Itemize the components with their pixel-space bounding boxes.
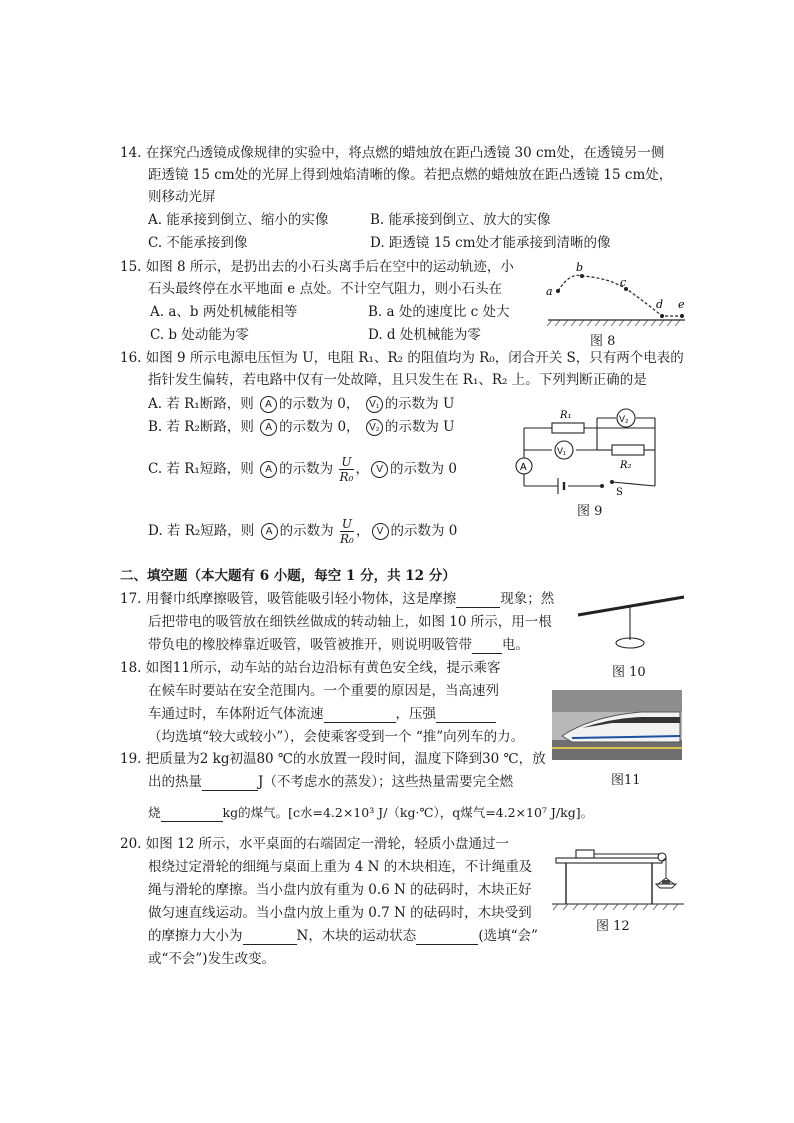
figure-12-caption: 图 12 [596,919,630,934]
q16-option-c: C. 若 R₁短路，则 A 的示数为 $\frac{U}{\text{R₀}}$ ， V 的示数为 0 [148,455,457,484]
q20-line-6: 或“不会”)发生改变。 [148,951,276,967]
voltmeter-symbol: V [372,523,389,540]
ammeter-symbol: A [260,396,277,413]
q14-option-c: C. 不能承接到像 [148,235,248,251]
q16-option-b: B. 若 R₂断路，则 A 的示数为 0， V₂ 的示数为 U [148,419,455,435]
q16-stem-line-1: 16. 如图 9 所示电源电压恒为 U，电阻 R₁、R₂ 的阻值均为 R₀，闭合开关 S，只有两个电表的 [120,350,684,366]
fraction-u-over-r0: $\frac{U}{\text{R₀}}$ [340,517,354,546]
q15-stem-line-1: 15. 如图 8 所示，是扔出去的小石头离手后在空中的运动轨迹，小 [120,259,514,275]
q16-option-d: D. 若 R₂短路，则 A 的示数为 $\frac{U}{\text{R₀}}$ ， V 的示数为 0 [148,517,458,546]
q19-line-3: 烧 kg的煤气。[c水=4.2×10³ J/（kg·℃），q煤气=4.2×10⁷ J/kg]。 [148,805,594,820]
figure-10-straw [572,585,687,660]
q15-option-b: B. a 处的速度比 c 处大 [368,304,510,320]
point-b-label: b [576,261,584,274]
q15-option-c: C. b 处动能为零 [150,327,249,343]
ammeter-symbol: A [261,523,278,540]
q15-option-a: A. a、b 两处机械能相等 [150,304,298,320]
q18-line-2: 在候车时要站在安全范围内。一个重要的原因是，当高速列 [148,683,499,699]
q17-line-2: 后把带电的吸管放在细铁丝做成的转动轴上，如图 10 所示，用一根 [148,614,552,630]
circuit-switch-label: S [616,487,623,498]
voltmeter-v1-symbol: V₁ [366,396,383,413]
point-d-label: d [656,298,664,311]
q20-line-2: 根绕过定滑轮的细绳与桌面上重为 4 N 的木块相连，不计绳重及 [148,859,533,875]
q20-line-1: 20. 如图 12 所示，水平桌面的右端固定一滑轮，轻质小盘通过一 [120,836,510,852]
circuit-v1-label: V₁ [557,446,567,456]
circuit-v2-label: V₂ [619,414,629,424]
q20-line-5: 的摩擦力大小为 N，木块的运动状态 (选填“会” [148,928,538,944]
point-c-label: c [620,276,627,289]
q14-option-d: D. 距透镜 15 cm处才能承接到清晰的像 [370,235,611,251]
circuit-ammeter-label: A [520,462,527,473]
q15-option-d: D. d 处机械能为零 [368,327,481,343]
q14-stem-line-1: 14. 在探究凸透镜成像规律的实验中，将点燃的蜡烛放在距凸透镜 30 cm处，在透镜另一侧 [120,145,665,161]
q19-blank-2[interactable] [161,807,223,822]
q18-blank-2[interactable] [436,708,496,723]
q18-line-3: 车通过时，车体附近气体流速 ，压强 [148,705,496,723]
figure-11-caption: 图11 [611,773,641,788]
q14-option-b: B. 能承接到倒立、放大的实像 [370,212,551,228]
figure-8-caption: 图 8 [590,334,616,349]
ammeter-symbol: A [260,419,277,436]
q18-line-4: （均选填“较大或较小”），会使乘客受到一个 “推”向列车的力。 [148,729,525,745]
circuit-r1-label: R₁ [560,410,572,421]
q17-blank-2[interactable] [472,639,502,654]
q14-option-a: A. 能承接到倒立、缩小的实像 [148,212,329,228]
q18-blank-1[interactable] [324,708,396,723]
q20-line-4: 做匀速直线运动。当小盘内放上重为 0.7 N 的砝码时，木块受到 [148,905,532,921]
point-e-label: e [678,298,685,311]
figure-10-caption: 图 10 [612,665,646,680]
q16-option-a: A. 若 R₁断路，则 A 的示数为 0， V₁ 的示数为 U [148,396,455,412]
voltmeter-v2-symbol: V₂ [366,419,383,436]
q14-stem-line-3: 则移动光屏 [148,189,216,205]
point-a-label: a [546,285,553,298]
q19-line-1: 19. 把质量为2 kg初温80 ℃的水放置一段时间，温度下降到30 ℃，放 [120,751,546,767]
figure-9-circuit [512,398,672,498]
voltmeter-symbol: V [371,461,388,478]
figure-11-train-photo [552,690,682,760]
q19-blank-1[interactable] [202,776,258,791]
figure-12-table-pulley [552,842,687,914]
q20-blank-1[interactable] [243,930,297,945]
section-2-title: 二、填空题（本大题有 6 小题，每空 1 分，共 12 分） [120,568,456,584]
q17-blank-1[interactable] [456,593,500,608]
q19-line-2: 出的热量 J（不考虑水的蒸发）；这些热量需要完全燃 [148,774,514,790]
ammeter-symbol: A [260,461,277,478]
fraction-u-over-r0: $\frac{U}{\text{R₀}}$ [339,455,354,484]
circuit-r2-label: R₂ [620,460,632,471]
q16-stem-line-2: 指针发生偏转，若电路中仅有一处故障，且只发生在 R₁、R₂ 上。下列判断正确的是 [148,372,647,388]
q14-stem-line-2: 距透镜 15 cm处的光屏上得到烛焰清晰的像。若把点燃的蜡烛放在距凸透镜 15 cm处， [148,167,673,183]
q20-blank-2[interactable] [416,930,478,945]
q17-line-3: 带负电的橡胶棒靠近吸管，吸管被推开，则说明吸管带 电。 [148,637,529,653]
q15-stem-line-2: 石头最终停在水平地面 e 点处。不计空气阻力，则小石头在 [148,281,503,297]
q20-line-3: 绳与滑轮的摩擦。当小盘内放有重为 0.6 N 的砝码时，木块正好 [148,882,532,898]
q17-line-1: 17. 用餐巾纸摩擦吸管，吸管能吸引轻小物体，这是摩擦 现象；然 [120,591,555,607]
figure-9-caption: 图 9 [577,504,603,519]
q18-line-1: 18. 如图11所示，动车站的站台边沿标有黄色安全线，提示乘客 [120,660,501,676]
